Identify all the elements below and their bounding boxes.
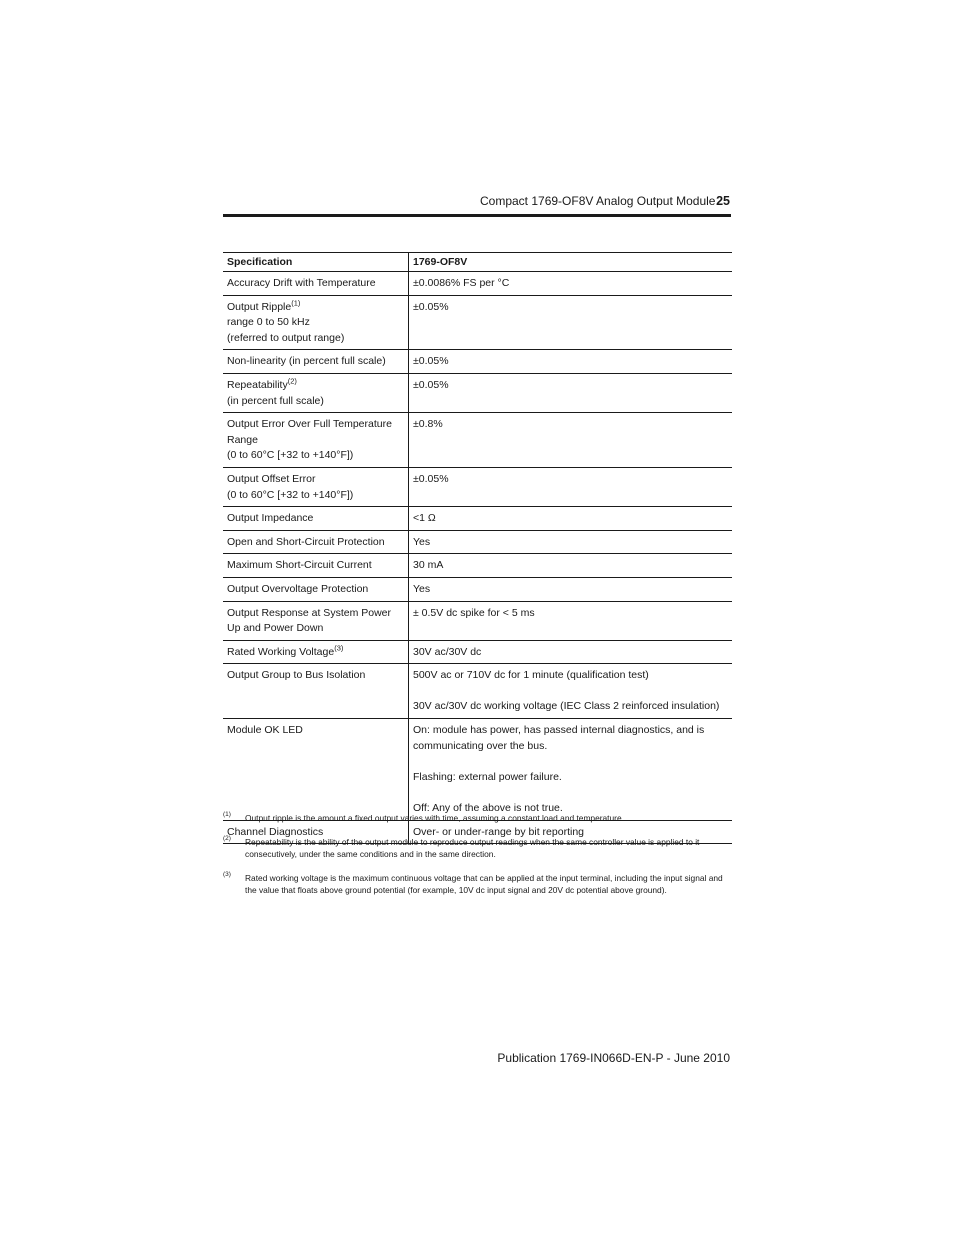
spec-name-cell [223,507,409,531]
spec-name-cell [223,350,409,374]
spec-value-line: Over- or under-range by bit reporting [413,825,584,838]
spec-value-line: Flashing: external power failure. [413,770,562,783]
spec-name-line: (0 to 60°C [+32 to +140°F]) [227,488,354,501]
table-row [223,467,732,506]
spec-name-cell [223,373,409,412]
spec-value-cell [409,272,733,296]
footnote-item [223,872,731,896]
table-row [223,664,732,719]
spec-name-line: Output Ripple$^{(1)}$ [227,298,301,313]
spec-value-cell [409,295,733,350]
spec-name-cell [223,601,409,640]
table-row [223,373,732,412]
spec-value-line: ±0.8% [413,418,443,431]
spec-name-line: Open and Short-Circuit Protection [227,535,385,548]
footnote-text: Rated working voltage is the maximum continuous voltage that can be applied at the input terminal, including the input signal and the value that floats above ground potential (for example, 10V dc input signal and 20V dc potential above ground). [245,873,723,895]
spec-name-line: Output Impedance [227,512,314,525]
spec-value-line: ±0.0086% FS per °C [413,277,510,289]
spec-value-cell [409,467,733,506]
spec-name-line: Maximum Short-Circuit Current [227,559,372,572]
spec-value-cell [409,554,733,578]
spec-name-line: Module OK LED [227,724,303,737]
spec-value-line: 500V ac or 710V dc for 1 minute (qualification test) [413,669,649,682]
footnote-text: Repeatability is the ability of the output module to reproduce output readings when the same controller value is applied to it consecutively, under the same conditions and in the same direction. [245,837,700,859]
header-title: Compact 1769-OF8V Analog Output Module [480,194,716,208]
spec-name-line: Rated Working Voltage$^{(3)}$ [227,643,344,658]
spec-name-line: (0 to 60°C [+32 to +140°F]) [227,449,354,462]
spec-name-line: (referred to output range) [227,331,345,344]
footnote-item [223,812,731,824]
spec-name-cell [223,530,409,554]
spec-value-line: ±0.05% [413,378,449,391]
spec-name-cell [223,413,409,468]
table-row [223,295,732,350]
table-header-row [223,253,732,272]
footnote-text: Output ripple is the amount a fixed output varies with time, assuming a constant load and temperature. [245,813,624,823]
spec-value-cell [409,413,733,468]
spec-name-line: Output Overvoltage Protection [227,582,369,595]
specification-table [223,252,732,844]
spec-value-cell [409,350,733,374]
footnote-marker: (3) [223,871,231,878]
footnote-item [223,836,731,860]
table-row [223,554,732,578]
spec-value-cell [409,640,733,664]
spec-value-line: <1 Ω [413,512,436,525]
spec-name-line: Output Group to Bus Isolation [227,669,366,682]
spec-value-line: Yes [413,582,431,595]
table-row [223,719,732,821]
spec-value-cell [409,664,733,719]
table-row [223,272,732,296]
spec-value-cell [409,507,733,531]
col-header-model: 1769-OF8V [409,253,733,272]
page-number: 25 [716,194,730,208]
spec-name-cell [223,467,409,506]
spec-name-line: Non-linearity (in percent full scale) [227,355,386,368]
table-row [223,350,732,374]
spec-value-cell [409,601,733,640]
running-header [480,192,730,210]
spec-value-cell [409,373,733,412]
spec-value-line: On: module has power, has passed internal diagnostics, and is communicating over the bus. [413,724,705,752]
spec-value-line: ±0.05% [413,355,449,368]
spec-name-line: (in percent full scale) [227,394,324,407]
col-header-specification: Specification [223,253,409,272]
table-row [223,507,732,531]
spec-value-line: Yes [413,535,431,548]
spec-name-cell [223,719,409,821]
footnote-reference: (1) [291,298,301,308]
spec-value-line: ± 0.5V dc spike for < 5 ms [413,606,535,619]
spec-value-line: Off: Any of the above is not true. [413,802,563,815]
footnote-reference: (2) [287,376,297,386]
spec-name-line: Channel Diagnostics [227,825,324,838]
publication-info: Publication 1769-IN066D-EN-P - June 2010 [497,1051,730,1065]
spec-value-cell [409,719,733,821]
spec-value-line: 30 mA [413,559,444,572]
footnotes [223,812,731,908]
spec-name-line: Output Offset Error [227,472,316,485]
footnote-reference: (3) [334,643,344,653]
spec-value-line: ±0.05% [413,472,449,485]
header-rule [223,214,731,217]
spec-value-line: 30V ac/30V dc [413,645,482,658]
spec-name-cell [223,577,409,601]
spec-name-line: range 0 to 50 kHz [227,316,310,329]
spec-value-cell [409,577,733,601]
spec-name-cell [223,640,409,664]
spec-value-cell [409,530,733,554]
table-row [223,530,732,554]
table-row [223,413,732,468]
spec-value-line: 30V ac/30V dc working voltage (IEC Class 2 reinforced insulation) [413,700,720,713]
spec-name-cell [223,664,409,719]
spec-name-cell [223,272,409,296]
table-row [223,601,732,640]
footnote-marker: (1) [223,811,231,818]
spec-name-cell [223,554,409,578]
spec-name-line: Accuracy Drift with Temperature [227,277,376,289]
spec-value-line: ±0.05% [413,300,449,313]
spec-name-line: Output Error Over Full Temperature Range [227,418,392,446]
table-row [223,577,732,601]
spec-name-cell [223,295,409,350]
table-row [223,640,732,664]
spec-name-line: Repeatability$^{(2)}$ [227,376,297,391]
spec-name-line: Output Response at System Power Up and Power Down [227,606,391,635]
footnote-marker: (2) [223,835,231,842]
